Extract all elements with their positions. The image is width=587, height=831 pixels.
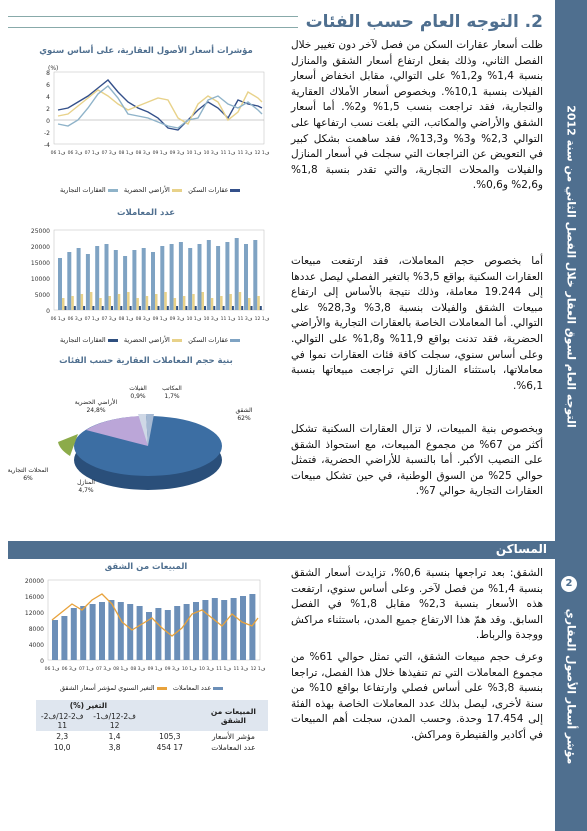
chart2-ytick: 25000 xyxy=(30,228,50,235)
table-sub1: ف2-12/ف1-12 xyxy=(93,712,136,730)
chart2-bar-residential xyxy=(179,242,183,310)
pie-label-apartments: الشقق xyxy=(235,407,253,414)
pie-pct-houses: 4,7% xyxy=(78,487,94,494)
sidebar-top-text: التوجه العام لسوق العقار خلال الفصل الثاني من سنة 2012 xyxy=(564,105,578,428)
pie-label-commercial: المحلات التجارية xyxy=(8,467,49,474)
chart2-bar-land xyxy=(109,296,112,310)
chart2-bar-residential xyxy=(142,248,146,310)
chart4-bar xyxy=(249,594,255,660)
chart4-ytick: 16000 xyxy=(24,594,44,601)
pie-label-houses: المنازل xyxy=(77,479,95,486)
chart4-ytick: 20000 xyxy=(24,578,44,585)
chart4-ytick: 8000 xyxy=(28,626,44,633)
c1x-xtick: ف1 10 xyxy=(186,151,202,156)
chart2-bar-commercial xyxy=(74,306,76,310)
chart2-bar-land xyxy=(174,298,177,310)
chart1-ytick: -2 xyxy=(44,130,50,137)
chart4-ytick: 0 xyxy=(40,658,44,665)
chart2-svg xyxy=(8,222,276,334)
table-header-change: التغير (%) xyxy=(69,701,108,710)
chart4-bar xyxy=(212,598,218,660)
c1x-xtick: ف1 08 xyxy=(118,151,134,156)
c1x-xtick: ف3 06 xyxy=(67,151,83,156)
chart4-legend xyxy=(60,684,223,692)
c2x-xtick: ف3 10 xyxy=(203,317,219,322)
title-rule xyxy=(8,16,298,28)
c2x-xtick: ف1 10 xyxy=(186,317,202,322)
chart2-bar-residential xyxy=(216,246,220,310)
c4x-xtick: ف1 10 xyxy=(181,667,197,672)
c1x-xtick: ف1 11 xyxy=(220,151,236,156)
c1x-xtick: ف3 10 xyxy=(203,151,219,156)
chart2-bar-residential xyxy=(151,252,155,310)
chart1-title: مؤشرات أسعار الأصول العقارية، على أساس سنوي xyxy=(39,46,253,56)
c4x-xtick: ف1 12 xyxy=(250,667,266,672)
chart2-legend-3: العقارات التجارية xyxy=(60,336,118,344)
sidebar-bottom-text: مؤشر أسعار الأصول العقاري xyxy=(564,608,578,765)
chart2-legend-1: عقارات السكن xyxy=(188,336,240,344)
table-row: عدد المعاملات 17 454 3,8 10,0 xyxy=(53,743,256,752)
table-sub2: ف2-12/ف2-11 xyxy=(40,712,84,730)
c2x-xtick: ف1 06 xyxy=(50,317,66,322)
c1x-xtick: ف3 09 xyxy=(169,151,185,156)
chart2-bar-residential xyxy=(160,246,164,310)
c2x-xtick: ف3 06 xyxy=(67,317,83,322)
c4x-xtick: ف1 09 xyxy=(147,667,163,672)
chart4-ytick: 4000 xyxy=(28,642,44,649)
pie-pct-apartments: 62% xyxy=(237,415,251,422)
c2x-xtick: ف1 11 xyxy=(220,317,236,322)
chart4-bar xyxy=(137,606,143,660)
c1x-xtick: ف1 12 xyxy=(254,151,270,156)
chart1-legend-1: عقارات السكن xyxy=(188,186,240,194)
chart2-bar-residential xyxy=(188,248,192,310)
c4x-xtick: ف1 08 xyxy=(113,667,129,672)
c1x-xtick: ف1 06 xyxy=(50,151,66,156)
chart2-bar-commercial xyxy=(232,306,234,310)
chart2-ytick: 5000 xyxy=(34,292,50,299)
chart2-bar-commercial xyxy=(176,306,178,310)
chart2-bar-commercial xyxy=(185,306,187,310)
chart1-unit: (%) xyxy=(48,65,59,72)
chart2-bar-residential xyxy=(244,244,248,310)
c4x-xtick: ف1 11 xyxy=(216,667,232,672)
chart2-bar-commercial xyxy=(213,306,215,310)
chart2-bar-residential xyxy=(105,244,109,310)
chart4-bar xyxy=(61,616,67,660)
chart2-ytick: 20000 xyxy=(30,244,50,251)
c2x-xtick: ف3 07 xyxy=(101,317,117,322)
chart2-bar-residential xyxy=(225,242,229,310)
chart2-bar-residential xyxy=(58,258,62,310)
chart2-bar-commercial xyxy=(223,306,225,310)
c4x-xtick: ف3 10 xyxy=(199,667,214,672)
chart4-legend-2: التغير السنوي لمؤشر أسعار الشقق xyxy=(60,684,167,692)
chart2-bar-residential xyxy=(95,246,99,310)
pie-pct-villas: 0,9% xyxy=(130,393,146,400)
c2x-xtick: ف1 09 xyxy=(152,317,168,322)
chart2-bar-land xyxy=(62,298,65,310)
c4x-xtick: ف3 06 xyxy=(61,667,77,672)
chart2-bar-commercial xyxy=(260,306,262,310)
chart2-ytick: 10000 xyxy=(30,276,50,283)
chart2-bar-residential xyxy=(253,240,257,310)
c4x-xtick: ف1 06 xyxy=(44,667,60,672)
chart2-ytick: 0 xyxy=(46,308,50,315)
chart2-bar-land xyxy=(202,292,205,310)
chart2-bar-residential xyxy=(207,240,211,310)
chart2-bar-residential xyxy=(67,252,71,310)
chart2-bar-commercial xyxy=(111,306,113,310)
pie-pct-commercial: 6% xyxy=(23,475,33,482)
paragraph-3: وبخصوص بنية المبيعات، لا تزال العقارات السكنية تشكل أكثر من 67% من مجموع المبيعات، مع استحواذ الشقق على النصيب الأكبر. أما بالنسبة للأراضي الحضرية، فتمثل حوالي 25% من السوق الوطنية، في حين تشكل مبيعات العقارات التجارية حوالي 7%. xyxy=(291,423,543,498)
chart4-bar xyxy=(202,600,208,660)
c2x-xtick: ف1 08 xyxy=(118,317,134,322)
chart2-bar-commercial xyxy=(195,306,197,310)
section-number: 2 xyxy=(560,575,578,593)
chart2-bar-residential xyxy=(132,250,136,310)
paragraph-4: الشقق: بعد تراجعها بنسبة 0,6%، تزايدت أسعار الشقق بنسبة 1,4% من فصل لآخر. وعلى أساس سنوي، ارتفعت هذه الأسعار بنسبة 2,3% مقابل 1,8% في الفصل السابق. وقد همّ هذا الارتفاع جميع المدن، باستثناء مراكش ووجدة والرباط. xyxy=(291,567,544,642)
chart2-ytick: 15000 xyxy=(30,260,50,267)
banner-label: المساكن xyxy=(495,542,547,556)
c4x-xtick: ف3 08 xyxy=(130,667,146,672)
section-title: 2. التوجه العام حسب الفئات xyxy=(305,12,543,32)
chart4-bar xyxy=(99,602,105,660)
chart2-bar-land xyxy=(257,296,260,310)
chart2-bar-land xyxy=(164,292,167,310)
chart4-bar xyxy=(184,604,190,660)
chart4-bar xyxy=(80,606,86,660)
paragraph-5: وعرف حجم مبيعات الشقق، التي تمثل حوالي 61% من مجموع المعاملات التي تم تنفيذها خلال هذا الفصل، تراجعا بنسبة 3,8% على أساس فصلي وارتفاعا بواقع 10% من سنة لأخرى، ليصل بذلك عدد المعاملات الخاصة بهذه الفئة إلى 17.454 وحدة. وحسب المدن، سجلت أهم المبيعات في أكادير والقنيطرة ومراكش. xyxy=(291,651,544,741)
c2x-xtick: ف1 12 xyxy=(254,317,270,322)
chart2-bar-commercial xyxy=(130,306,132,310)
chart2-bar-residential xyxy=(123,256,127,310)
c4x-xtick: ف3 11 xyxy=(233,667,249,672)
chart2-bar-land xyxy=(239,292,242,310)
chart1-ytick: 2 xyxy=(46,106,50,113)
chart2-bar-land xyxy=(183,296,186,310)
chart1-legend-2: الأراضي الحضرية xyxy=(124,186,182,194)
section-banner xyxy=(8,541,555,559)
table-header-main: المبيعات من الشقق xyxy=(210,706,256,725)
pie-pct-offices: 1,7% xyxy=(164,393,180,400)
c1x-xtick: ف3 11 xyxy=(237,151,253,156)
chart2-bar-residential xyxy=(77,248,81,310)
paragraph-1: ظلت أسعار عقارات السكن من فصل لآخر دون تغيير خلال الفصل الثاني، وذلك بفعل ارتفاع أسعار الشقق والمنازل بنسبة 1,4% و1,2% على التوالي، مقابل انخفاض أسعار الفيلات بنسبة 10,1%. وبخصوص أسعار الأملاك العقارية والتجارية، فقد تراجعت بنسب 1,5% و2%. أما أسعار الشقق والأراضي والمكاتب، التي بلغت نسب ارتفاعها على التوالي 2,3% و3% و13,3%، فقد ساهمت بشكل كبير في التعويض عن التراجعات التي سجلت في أسعار المنازل والفيلات والمحلات التجارية، والتي تقدر بنسبة 1,8% و2,6% و0,6%. xyxy=(291,39,543,192)
chart2-bar-land xyxy=(146,296,149,310)
chart1-ytick: 0 xyxy=(46,118,50,125)
chart4-title: المبيعات من الشقق xyxy=(104,562,188,572)
pie-label-land: الأراضي الحضرية xyxy=(74,399,118,406)
chart2-bar-residential xyxy=(235,238,239,310)
c2x-xtick: ف1 07 xyxy=(84,317,100,322)
chart2-bar-land xyxy=(192,294,195,310)
chart3-title: بنية حجم المعاملات العقارية حسب الفئات xyxy=(59,356,233,366)
pie-label-villas: الفيلات xyxy=(129,385,147,392)
chart4-ytick: 12000 xyxy=(24,610,44,617)
chart2-bar-land xyxy=(211,298,214,310)
chart1-ytick: 6 xyxy=(46,82,50,89)
chart2-bar-commercial xyxy=(158,306,160,310)
chart2-bar-land xyxy=(136,298,139,310)
chart1-svg xyxy=(8,58,276,170)
paragraph-2: أما بخصوص حجم المعاملات، فقد ارتفعت مبيعات العقارات السكنية بواقع 3,5% بالتغير الفصلي ليصل عددها إلى 19.244 معاملة، وذلك نتيجة بالأساس إلى ارتفاع مبيعات الشقق والفيلات بنسبة 3,8% و28,3% على التوالي. أما المعاملات الخاصة بالعقارات التجارية والأراضي الحضرية، فقد تدنت بواقع 11,9% و1,8% على التوالي. وعلى أساس سنوي، سجلت كافة فئات العقارات نموا في معاملاتها، باستثناء المنازل التي تراجعت مبيعاتها بنسبة 6,1%. xyxy=(291,255,544,392)
chart2-bar-land xyxy=(229,294,232,310)
chart2-bar-residential xyxy=(114,250,118,310)
chart4-bar xyxy=(221,600,227,660)
chart2-bar-land xyxy=(155,294,158,310)
chart2-bar-commercial xyxy=(92,306,94,310)
chart4-bar xyxy=(127,604,133,660)
c2x-xtick: ف3 08 xyxy=(135,317,151,322)
chart2-bar-residential xyxy=(198,244,202,310)
chart4-bar xyxy=(52,620,58,660)
pie-label-offices: المكاتب xyxy=(162,385,182,392)
c1x-xtick: ف1 09 xyxy=(152,151,168,156)
chart4-bar xyxy=(90,604,96,660)
chart2-title: عدد المعاملات xyxy=(116,208,176,218)
chart2-bar-commercial xyxy=(102,306,104,310)
chart4-bar xyxy=(193,602,199,660)
chart4-bar xyxy=(108,600,114,660)
chart4-bar xyxy=(155,608,161,660)
chart2-bar-residential xyxy=(170,244,174,310)
chart4-bar xyxy=(240,596,246,660)
chart4-bar xyxy=(231,598,237,660)
chart2-bar-land xyxy=(90,292,93,310)
chart2-bar-land xyxy=(118,294,121,310)
chart4-bar xyxy=(118,602,124,660)
chart2-bar-commercial xyxy=(251,306,253,310)
c2x-xtick: ف3 11 xyxy=(237,317,253,322)
c1x-xtick: ف1 07 xyxy=(84,151,100,156)
chart2-bar-commercial xyxy=(139,306,141,310)
c1x-xtick: ف3 07 xyxy=(101,151,117,156)
chart2-bar-commercial xyxy=(148,306,150,310)
chart2-bar-land xyxy=(99,298,102,310)
c2x-xtick: ف3 09 xyxy=(169,317,185,322)
chart2-bar-commercial xyxy=(241,306,243,310)
c4x-xtick: ف3 09 xyxy=(164,667,180,672)
pie-pct-land: 24,8% xyxy=(86,407,106,414)
chart4-legend-1: عدد المعاملات xyxy=(173,684,223,692)
chart1-legend xyxy=(60,186,240,194)
apartments-table xyxy=(36,700,268,753)
chart1-legend-3: العقارات التجارية xyxy=(60,186,118,194)
c1x-xtick: ف3 08 xyxy=(135,151,151,156)
sidebar xyxy=(555,0,587,831)
chart4-bar xyxy=(71,608,77,660)
chart2-legend-2: الأراضي الحضرية xyxy=(124,336,182,344)
chart2-bar-commercial xyxy=(65,306,67,310)
table-row: مؤشر الأسعار 105,3 1,4 2,3 xyxy=(56,732,255,741)
chart3-svg xyxy=(8,368,276,528)
chart2-bar-commercial xyxy=(120,306,122,310)
chart2-bar-land xyxy=(71,296,74,310)
chart1-ytick: 4 xyxy=(46,94,50,101)
chart2-bar-residential xyxy=(86,254,90,310)
chart2-bar-commercial xyxy=(167,306,169,310)
chart2-bar-commercial xyxy=(204,306,206,310)
chart2-bar-land xyxy=(127,292,130,310)
chart2-legend xyxy=(60,336,240,344)
chart1-ytick: 8 xyxy=(46,70,50,77)
chart2-bar-commercial xyxy=(83,306,85,310)
chart1-ytick: -4 xyxy=(44,142,50,149)
chart2-bar-land xyxy=(248,298,251,310)
chart2-bar-land xyxy=(81,294,84,310)
c4x-xtick: ف1 07 xyxy=(78,667,94,672)
chart1-series-commercial xyxy=(58,86,262,128)
chart4-svg xyxy=(8,574,276,682)
c4x-xtick: ف3 07 xyxy=(96,667,111,672)
chart2-bar-land xyxy=(220,296,223,310)
